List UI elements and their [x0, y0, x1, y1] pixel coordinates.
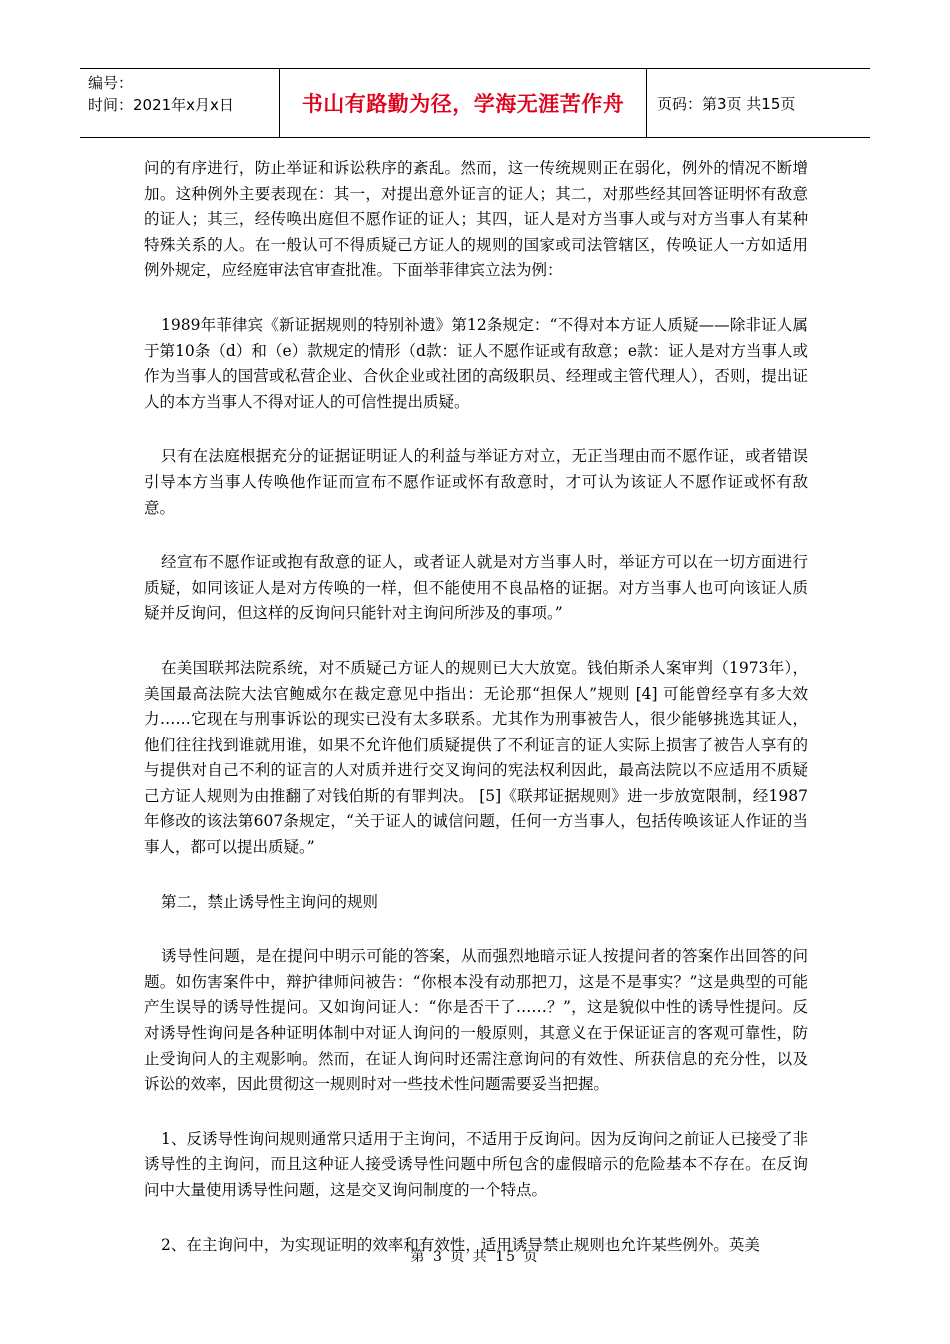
- header-motto-cell: [280, 69, 647, 137]
- paragraph: 1989年菲律宾《新证据规则的特别补遗》第12条规定：“不得对本方证人质疑——除非证人属于第10条（d）和（e）款规定的情形（d款：证人不愿作证或有敌意；e款：证人是对方当事人或作为当事人的国营或私营企业、合伙企业或社团的高级职员、经理或主管代理人），否则，提出证人的本方当事人不得对证人的可信性提出质疑。: [144, 315, 808, 411]
- header-meta: [80, 69, 280, 137]
- paragraph: 1、反诱导性询问规则通常只适用于主询问，不适用于反询问。因为反询问之前证人已接受了非诱导性的主询问，而且这种证人接受诱导性问题中所包含的虚假暗示的危险基本不存在。在反询问中大量使用诱导性问题，这是交叉询问制度的一个特点。: [144, 1129, 808, 1199]
- section-heading: 第二，禁止诱导性主询问的规则: [161, 892, 379, 911]
- paragraph: 经宣布不愿作证或抱有敌意的证人，或者证人就是对方当事人时，举证方可以在一切方面进行质疑，如同该证人是对方传唤的一样，但不能使用不良品格的证据。对方当事人也可向该证人质疑并反询问，但这样的反询问只能针对主询问所涉及的事项。”: [144, 553, 808, 623]
- paragraph: 诱导性问题，是在提问中明示可能的答案，从而强烈地暗示证人按提问者的答案作出回答的问题。如伤害案件中，辩护律师问被告：“你根本没有动那把刀，这是不是事实？”这是典型的可能产生误导的诱导性提问。又如询问证人：“你是否干了……？”，这是貌似中性的诱导性提问。反对诱导性询问是各种证明体制中对证人询问的一般原则，其意义在于保证证言的客观可靠性，防止受询问人的主观影响。然而，在证人询问时还需注意询问的有效性、所获信息的充分性，以及诉讼的效率，因此贯彻这一规则时对一些技术性问题需要妥当把握。: [144, 947, 808, 1094]
- header-page-number: 页码：第3页 共15页: [657, 94, 796, 113]
- paragraph: 只有在法庭根据充分的证据证明证人的利益与举证方对立，无正当理由而不愿作证，或者错误引导本方当事人传唤他作证而宣布不愿作证或怀有敌意时，才可认为该证人不愿作证或怀有敌意。: [144, 447, 808, 517]
- document-number: 编号：: [88, 74, 134, 92]
- document-body: [144, 156, 808, 1287]
- page-footer: 第 3 页 共 15 页: [410, 1249, 540, 1265]
- paragraph: 问的有序进行，防止举证和诉讼秩序的紊乱。然而，这一传统规则正在弱化，例外的情况不断增加。这种例外主要表现在：其一，对提出意外证言的证人；其二，对那些经其回答证明怀有敌意的证人；其三，经传唤出庭但不愿作证的证人；其四，证人是对方当事人或与对方当事人有某种特殊关系的人。在一般认可不得质疑己方证人的规则的国家或司法管辖区，传唤证人一方如适用例外规定，应经庭审法官审查批准。下面举菲律宾立法为例：: [144, 159, 808, 280]
- document-date: 时间：2021年x月x日: [88, 96, 234, 114]
- paragraph: 2、在主询问中，为实现证明的效率和有效性，适用诱导禁止规则也允许某些例外。英美: [161, 1235, 760, 1254]
- header-motto: 书山有路勤为径，学海无涯苦作舟: [301, 92, 625, 116]
- paragraph: 在美国联邦法院系统，对不质疑己方证人的规则已大大放宽。钱伯斯杀人案审判（1973年），美国最高法院大法官鲍威尔在裁定意见中指出：无论那“担保人”规则 [4] 可能曾经享有多大效力……它现在与刑事诉讼的现实已没有太多联系。尤其作为刑事被告人，很少能够挑选其证人，他们往往找到谁就用谁，如果不允许他们质疑提供了不利证言的证人实际上损害了被告人享有的与提供对自己不利的证言的人对质并进行交叉询问的宪法权利因此，最高法院以不应适用不质疑己方证人规则为由推翻了对钱伯斯的有罪判决。 [5]《联邦证据规则》进一步放宽限制，经1987年修改的该法第607条规定，“关于证人的诚信问题，任何一方当事人，包括传唤该证人作证的当事人，都可以提出质疑。”: [144, 658, 808, 857]
- page-header: [80, 68, 870, 138]
